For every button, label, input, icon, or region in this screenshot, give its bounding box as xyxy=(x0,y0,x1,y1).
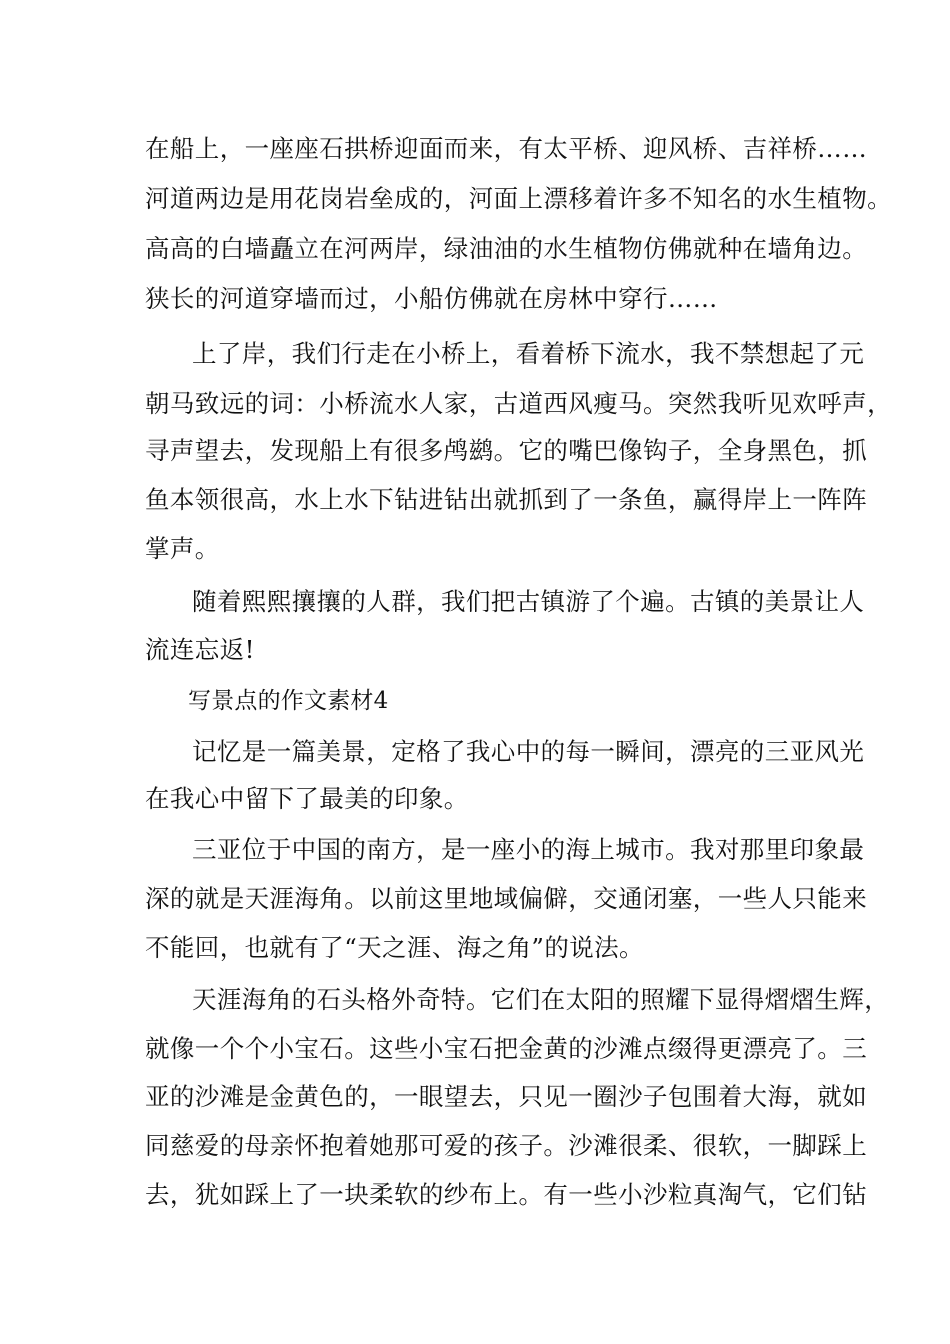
text-line: 狭长的河道穿墙而过，小船仿佛就在房林中穿行…… xyxy=(145,284,718,313)
text-line: 鱼本领很高，水上水下钻进钻出就抓到了一条鱼，赢得岸上一阵阵 xyxy=(145,485,868,514)
text-line: 天涯海角的石头格外奇特。它们在太阳的照耀下显得熠熠生辉， xyxy=(192,985,890,1014)
text-line: 亚的沙滩是金黄色的，一眼望去，只见一圈沙子包围着大海，就如 xyxy=(145,1082,868,1111)
text-line: 在船上，一座座石拱桥迎面而来，有太平桥、迎风桥、吉祥桥…… xyxy=(145,134,868,163)
text-line: 随着熙熙攘攘的人群，我们把古镇游了个遍。古镇的美景让人 xyxy=(192,587,865,616)
text-line: 就像一个个小宝石。这些小宝石把金黄的沙滩点缀得更漂亮了。三 xyxy=(145,1034,868,1063)
text-line: 不能回，也就有了“天之涯、海之角”的说法。 xyxy=(145,933,644,962)
text-line: 记忆是一篇美景，定格了我心中的每一瞬间，漂亮的三亚风光 xyxy=(192,737,865,766)
text-line: 朝马致远的词：小桥流水人家，古道西风瘦马。突然我听见欢呼声， xyxy=(145,389,892,418)
text-line: 掌声。 xyxy=(145,534,220,563)
text-line: 同慈爱的母亲怀抱着她那可爱的孩子。沙滩很柔、很软，一脚踩上 xyxy=(145,1131,868,1160)
text-line: 流连忘返! xyxy=(145,635,255,664)
text-line: 深的就是天涯海角。以前这里地域偏僻，交通闭塞，一些人只能来 xyxy=(145,884,868,913)
text-line: 去，犹如踩上了一块柔软的纱布上。有一些小沙粒真淘气，它们钻 xyxy=(145,1180,868,1209)
section-heading: 写景点的作文素材4 xyxy=(188,688,389,714)
text-line: 高高的白墙矗立在河两岸，绿油油的水生植物仿佛就种在墙角边。 xyxy=(145,234,868,263)
text-line: 河道两边是用花岗岩垒成的，河面上漂移着许多不知名的水生植物。 xyxy=(145,184,892,213)
text-line: 在我心中留下了最美的印象。 xyxy=(145,784,469,813)
text-line: 寻声望去，发现船上有很多鸬鹚。它的嘴巴像钩子，全身黑色，抓 xyxy=(145,436,868,465)
text-line: 上了岸，我们行走在小桥上，看着桥下流水，我不禁想起了元 xyxy=(192,339,865,368)
text-line: 三亚位于中国的南方，是一座小的海上城市。我对那里印象最 xyxy=(192,835,865,864)
